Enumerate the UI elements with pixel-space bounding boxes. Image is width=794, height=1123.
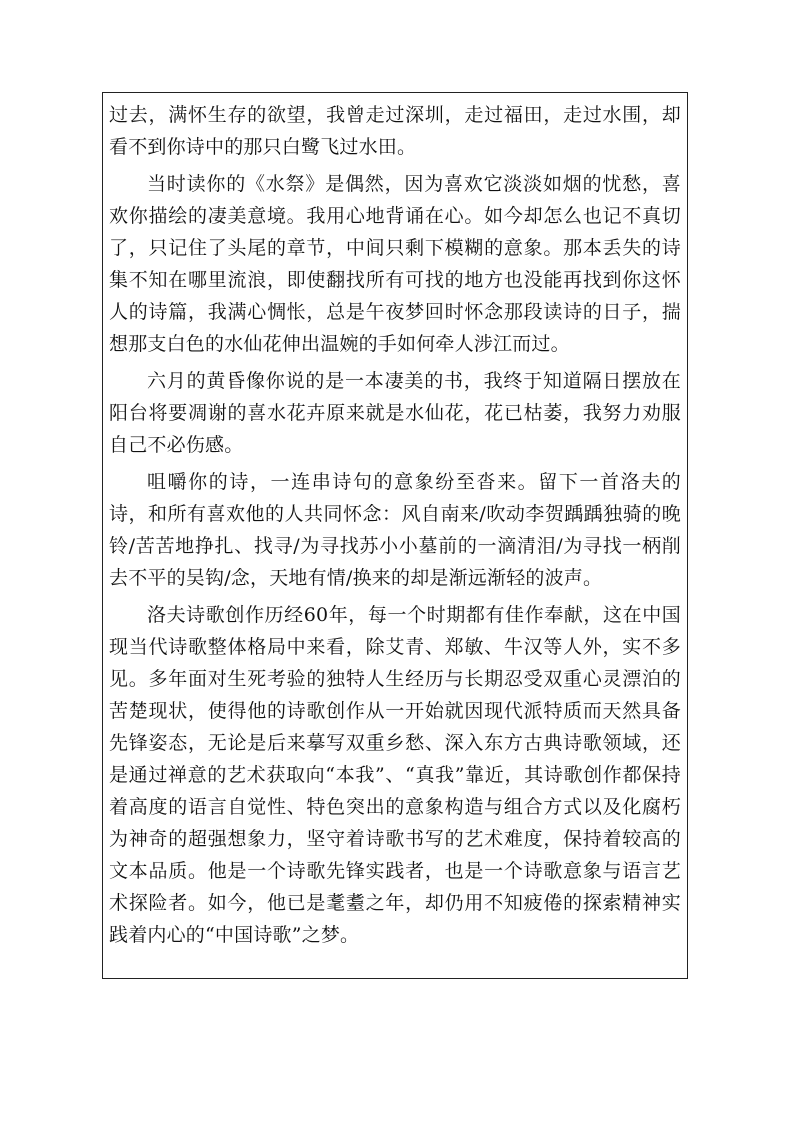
paragraph-1: 过去，满怀生存的欲望，我曾走过深圳，走过福田，走过水围，却看不到你诗中的那只白鹭飞过水田。	[109, 104, 681, 158]
paragraph-5: 洛夫诗歌创作历经60年，每一个时期都有佳作奉献，这在中国现当代诗歌整体格局中来看，除艾青、郑敏、牛汉等人外，实不多见。多年面对生死考验的独特人生经历与长期忍受双重心灵漂泊的苦楚现状，使得他的诗歌创作从一开始就因现代派特质而天然具备先锋姿态，无论是后来摹写双重乡愁、深入东方古典诗歌领域，还是通过禅意的艺术获取向“本我”、“真我”靠近，其诗歌创作都保持着高度的语言自觉性、特色突出的意象构造与组合方式以及化腐朽为神奇的超强想象力，坚守着诗歌书写的艺术难度，保持着较高的文本品质。他是一个诗歌先锋实践者，也是一个诗歌意象与语言艺术探险者。如今，他已是耄耋之年，却仍用不知疲倦的探索精神实践着内心的“中国诗歌”之梦。	[109, 604, 681, 946]
paragraph-2: 当时读你的《水祭》是偶然，因为喜欢它淡淡如烟的忧愁，喜欢你描绘的凄美意境。我用心地背诵在心。如今却怎么也记不真切了，只记住了头尾的章节，中间只剩下模糊的意象。那本丢失的诗集不知在哪里流浪，即使翻找所有可找的地方也没能再找到你这怀人的诗篇，我满心惆怅，总是午夜梦回时怀念那段读诗的日子，揣想那支白色的水仙花伸出温婉的手如何牵人涉江而过。	[109, 173, 681, 355]
paragraph-4: 咀嚼你的诗，一连串诗句的意象纷至沓来。留下一首洛夫的诗，和所有喜欢他的人共同怀念：风自南来/吹动李贺踽踽独骑的晚铃/苦苦地挣扎、找寻/为寻找苏小小墓前的一滴清泪/为寻找一柄削去不平的吴钩/念，天地有情/换来的却是渐远渐轻的波声。	[109, 471, 681, 589]
paragraph-3: 六月的黄昏像你说的是一本凄美的书，我终于知道隔日摆放在阳台将要凋谢的喜水花卉原来就是水仙花，花已枯萎，我努力劝服自己不必伤感。	[109, 370, 681, 456]
document-frame	[102, 92, 688, 979]
